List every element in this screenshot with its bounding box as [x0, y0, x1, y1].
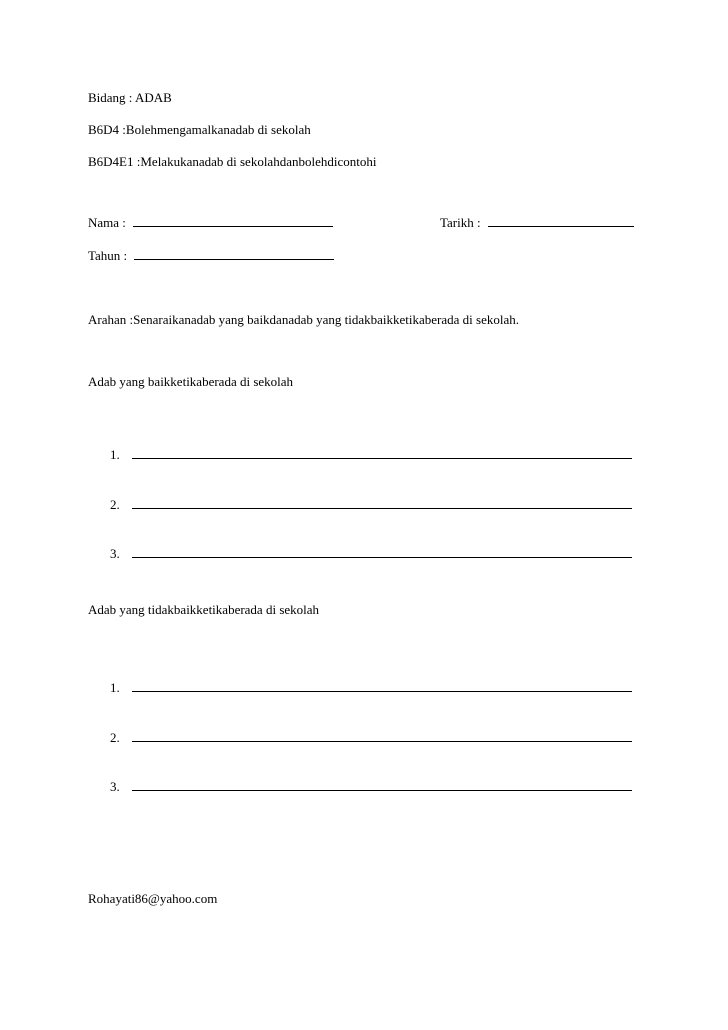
- item-number: 3.: [110, 546, 120, 561]
- item-number: 1.: [110, 680, 120, 695]
- standard-text: B6D4 :Bolehmengamalkanadab di sekolah: [88, 122, 311, 137]
- list-item: [110, 778, 632, 795]
- answer-line[interactable]: [132, 778, 632, 791]
- tahun-row: [88, 247, 334, 264]
- section-title-bad: Adab yang tidakbaikketikaberada di sekolah: [88, 602, 320, 617]
- item-number: 1.: [110, 447, 120, 462]
- list-item: [110, 446, 632, 463]
- objective-text: B6D4E1 :Melakukanadab di sekolahdanbolehdicontohi: [88, 154, 377, 169]
- tahun-field[interactable]: [134, 247, 334, 260]
- nama-field[interactable]: [133, 214, 333, 227]
- tahun-label: Tahun :: [88, 248, 128, 263]
- item-number: 2.: [110, 497, 120, 512]
- list-item: [110, 679, 632, 696]
- item-number: 3.: [110, 779, 120, 794]
- answer-line[interactable]: [132, 679, 632, 692]
- footer-email: Rohayati86@yahoo.com: [88, 891, 218, 906]
- section-title-good: Adab yang baikketikaberada di sekolah: [88, 374, 294, 389]
- tarikh-field[interactable]: [488, 214, 634, 227]
- list-item: [110, 729, 632, 746]
- instruction-text: Arahan :Senaraikanadab yang baikdanadab yang tidakbaikketikaberada di sekolah.: [88, 312, 519, 327]
- tarikh-row: [440, 214, 634, 231]
- answer-line[interactable]: [132, 446, 632, 459]
- bidang-text: Bidang : ADAB: [88, 90, 172, 105]
- item-number: 2.: [110, 730, 120, 745]
- answer-line[interactable]: [132, 729, 632, 742]
- tarikh-label: Tarikh :: [440, 215, 481, 230]
- list-item: [110, 545, 632, 562]
- nama-label: Nama :: [88, 215, 126, 230]
- answer-line[interactable]: [132, 496, 632, 509]
- list-item: [110, 496, 632, 513]
- nama-row: [88, 214, 333, 231]
- answer-line[interactable]: [132, 545, 632, 558]
